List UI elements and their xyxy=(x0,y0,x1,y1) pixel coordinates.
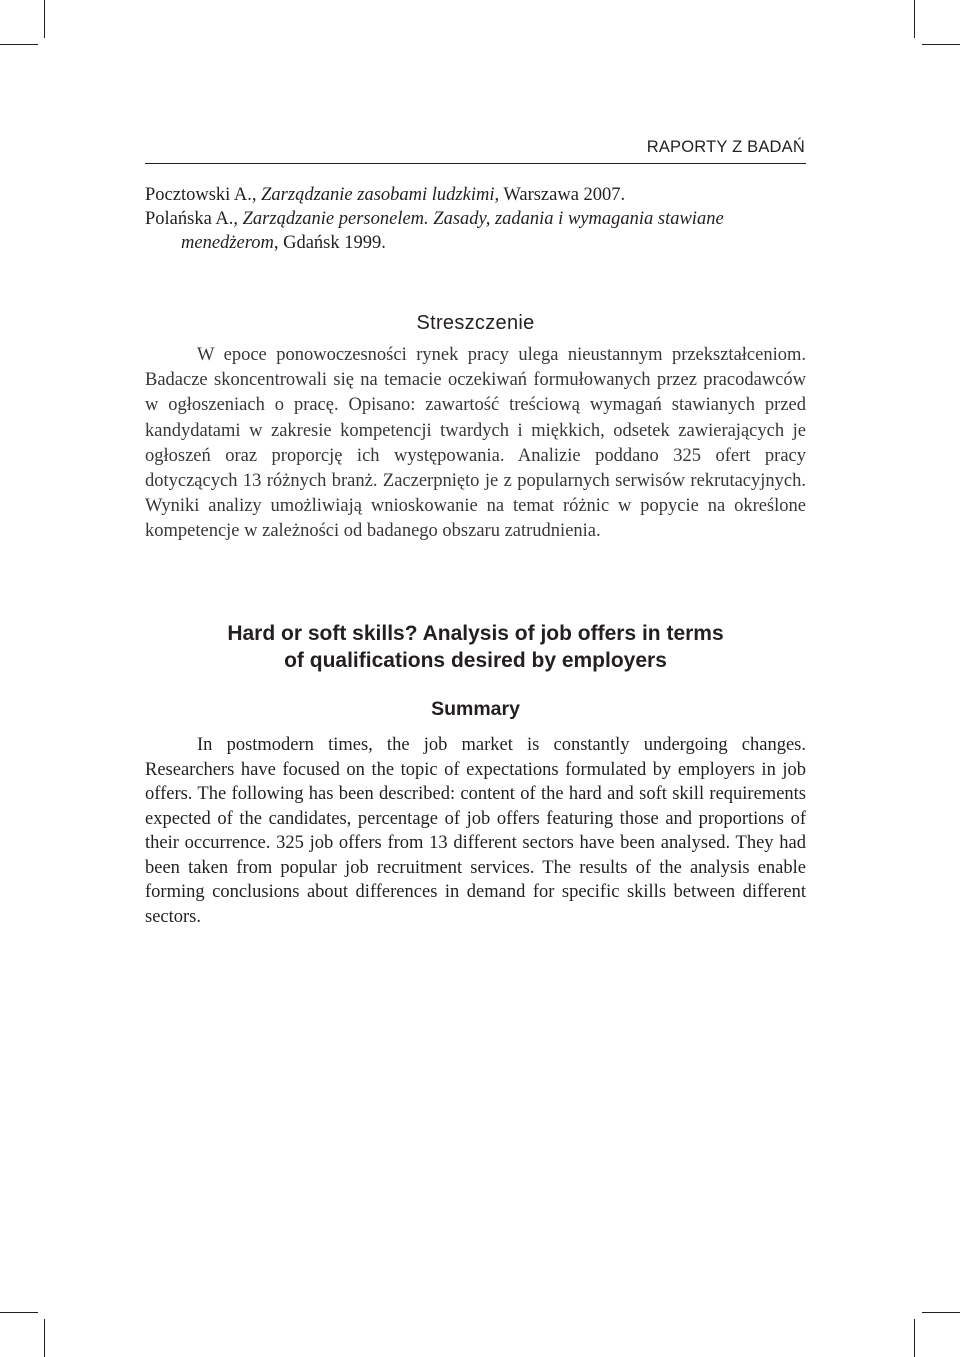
reference-title-cont: menedżerom xyxy=(181,233,274,253)
english-title xyxy=(145,620,806,674)
crop-mark-top-left-h xyxy=(0,44,38,45)
reference-title: Zarządzanie personelem. Zasady, zadania i wymagania stawiane xyxy=(242,209,724,229)
reference-publication: , Gdańsk 1999. xyxy=(273,233,386,253)
summary-heading: Summary xyxy=(431,698,520,720)
summary-text: In postmodern times, the job market is constantly undergoing changes. Researchers have focused on the topic of expectations formulated by employers in job offers. The following has been described: content of the hard and soft skill requirements expected of the candidates, percentage of job offers featuring those and proportions of their occurrence. 325 job offers from 13 different sectors have been analysed. They had been taken from popular job recruitment services. The results of the analysis enable forming conclusions about differences in demand for specific skills between different sectors. xyxy=(145,735,806,927)
crop-mark-bottom-right xyxy=(914,1319,915,1357)
crop-mark-top-right xyxy=(914,0,915,38)
streszczenie-heading: Streszczenie xyxy=(416,312,535,334)
reference-item xyxy=(145,183,806,207)
streszczenie-text: W epoce ponowoczesności rynek pracy ulega nieustannym przekształceniom. Badacze skoncentrowali się na temacie oczekiwań formułowanych przez pracodawców w ogłoszeniach o pracę. Opisano: zawartość treściową wymagań stawianych przed kandydatami w zakresie kompetencji twardych i miękkich, odsetek zawierających je ogłoszeń oraz proporcję ich występowania. Analizie poddano 325 ofert pracy dotyczących 13 różnych branż. Zaczerpnięto je z popularnych serwisów rekrutacyjnych. Wyniki analizy umożliwiają wnioskowanie na temat różnic w popycie na określone kompetencje w zależności od badanego obszaru zatrudnienia. xyxy=(145,345,806,542)
header-rule xyxy=(145,163,806,164)
reference-list xyxy=(145,183,806,255)
reference-author: Polańska A., xyxy=(145,209,239,229)
reference-author: Pocztowski A., xyxy=(145,185,257,205)
crop-mark-bottom-left xyxy=(44,1319,45,1357)
english-title-line1: Hard or soft skills? Analysis of job offers in terms xyxy=(227,622,724,645)
crop-mark-bottom-left-h xyxy=(0,1312,38,1313)
crop-mark-bottom-right-h xyxy=(922,1312,960,1313)
crop-mark-top-left xyxy=(44,0,45,38)
reference-publication: , Warszawa 2007. xyxy=(494,185,626,205)
reference-title: Zarządzanie zasobami ludzkimi xyxy=(261,185,495,205)
running-head: RAPORTY Z BADAŃ xyxy=(646,138,805,156)
crop-mark-top-right-h xyxy=(922,44,960,45)
english-title-line2: of qualifications desired by employers xyxy=(284,649,667,672)
reference-item xyxy=(145,207,806,255)
